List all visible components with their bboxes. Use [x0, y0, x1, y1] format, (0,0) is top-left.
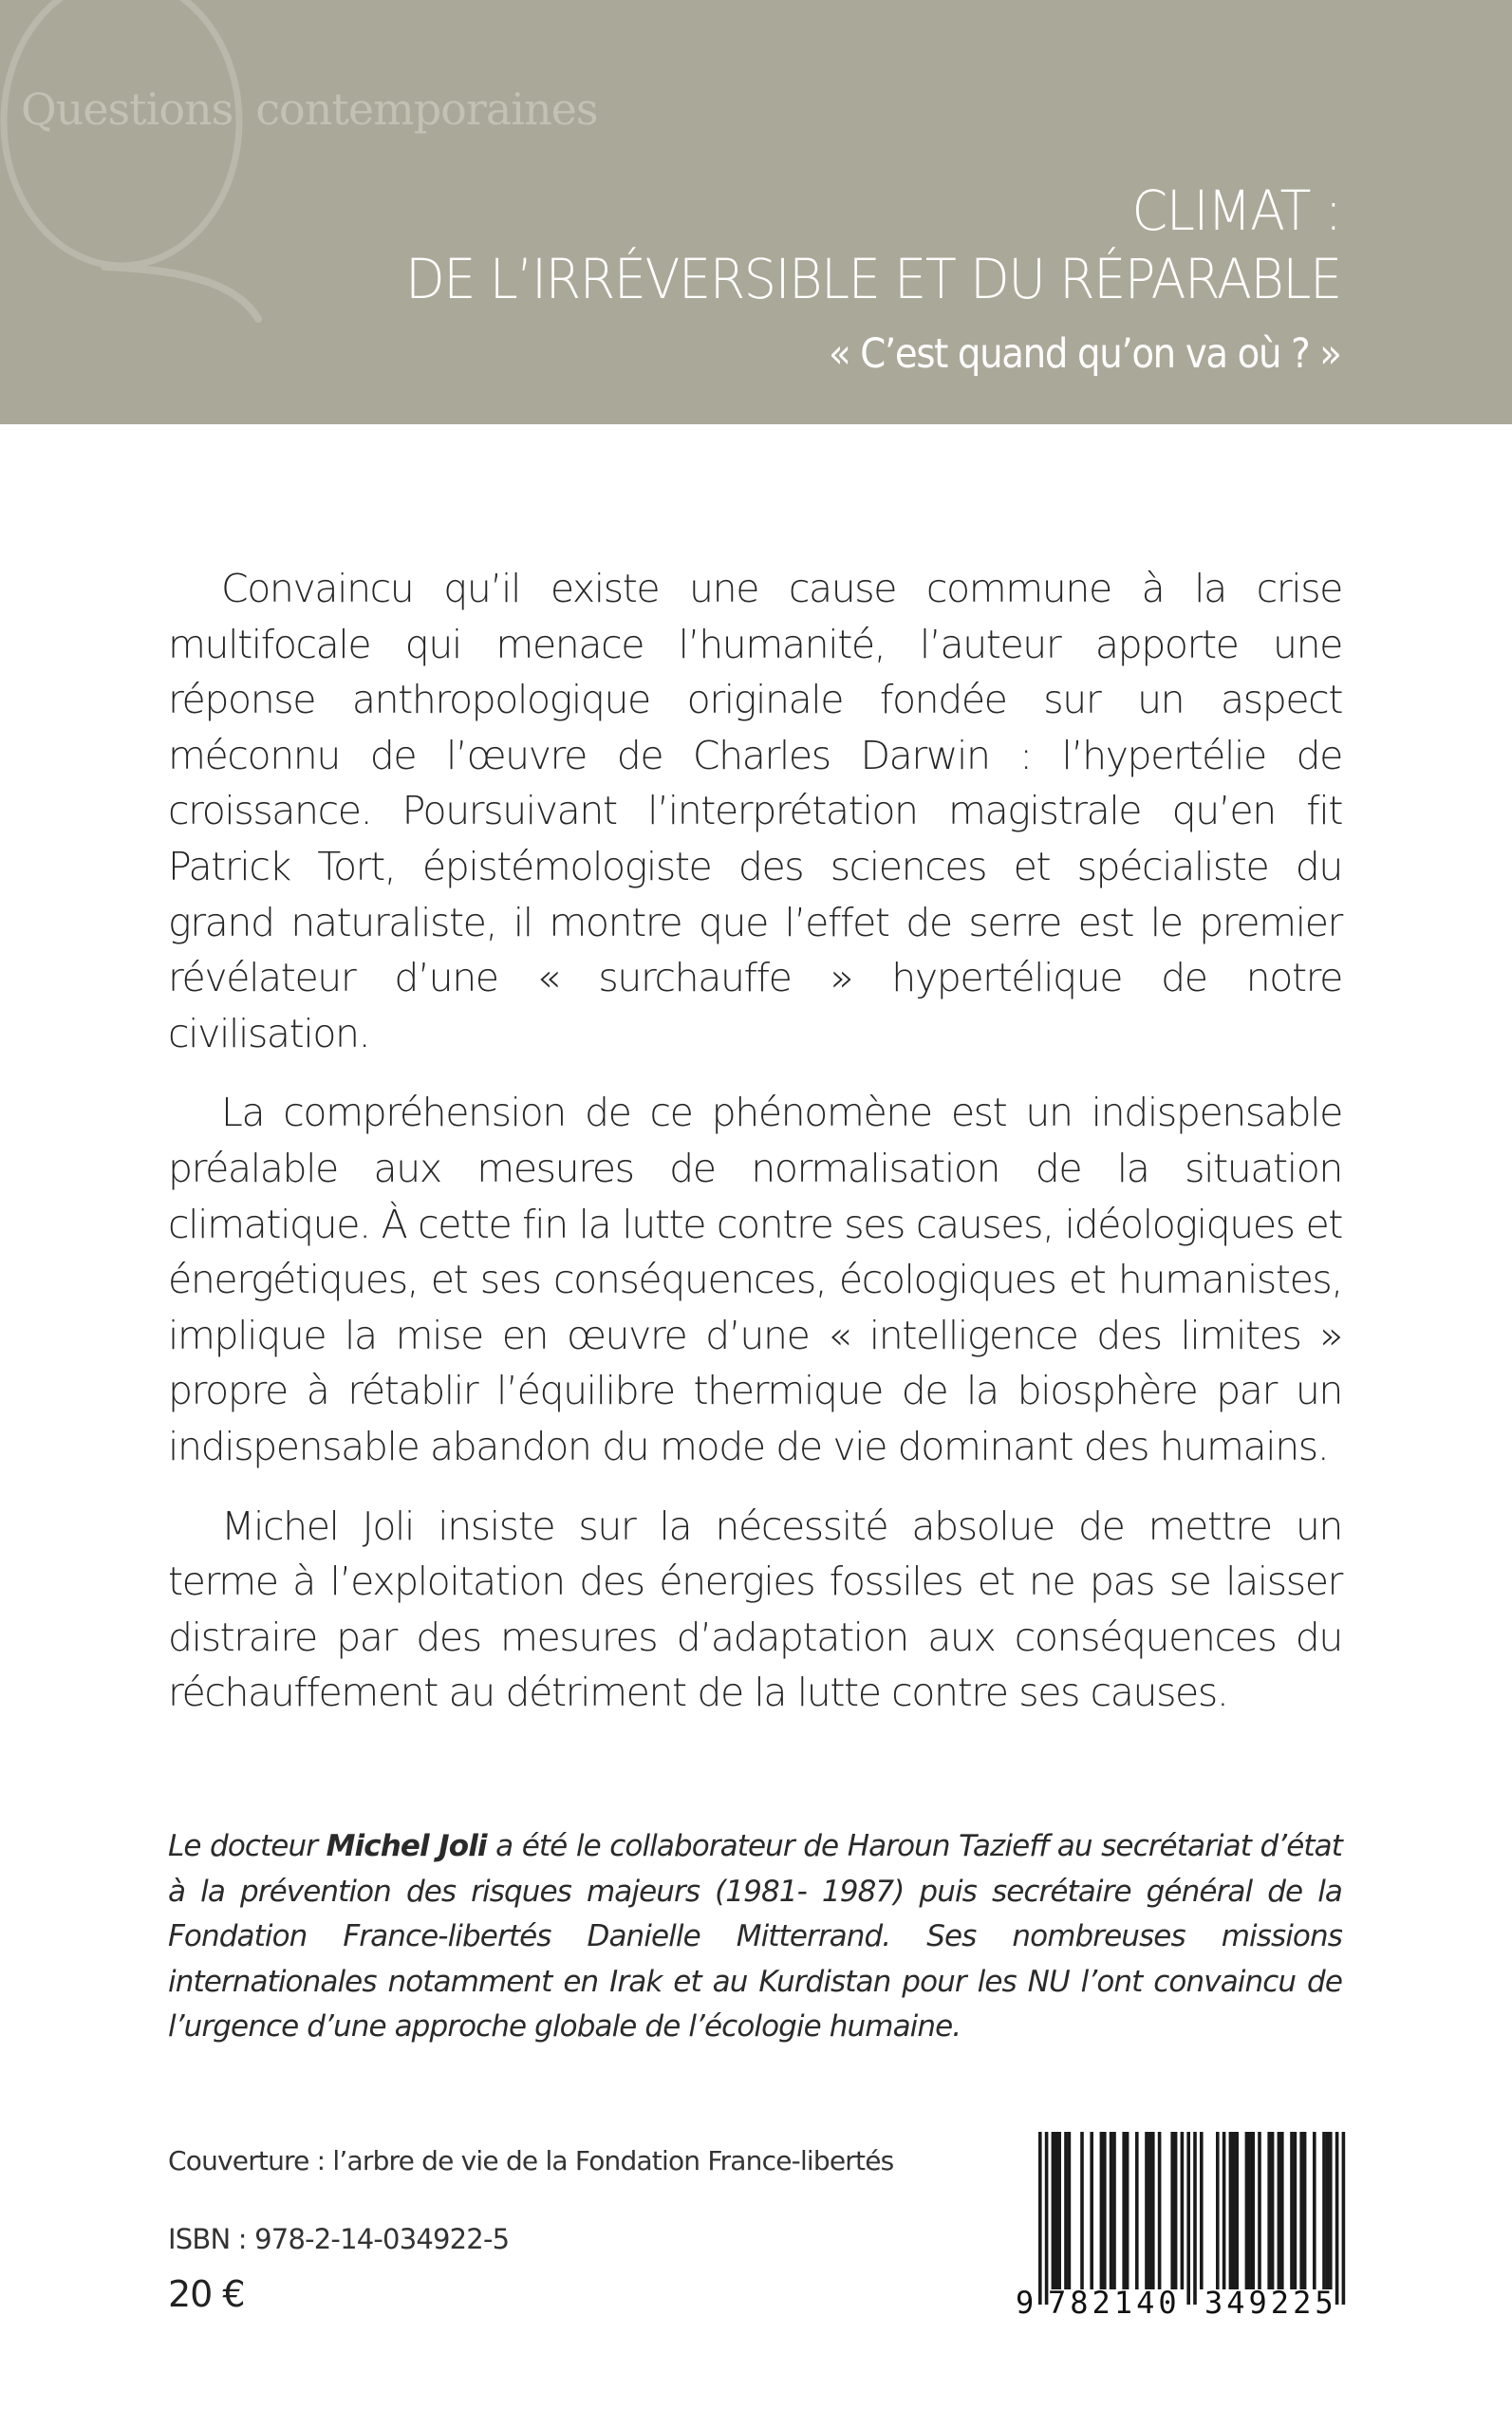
barcode-bar — [1057, 2132, 1061, 2289]
bio-prefix: Le docteur — [168, 1829, 327, 1863]
barcode-bar — [1100, 2132, 1104, 2289]
barcode-bar — [1103, 2132, 1107, 2289]
barcode-bar — [1181, 2132, 1185, 2289]
barcode-bar — [1248, 2132, 1252, 2289]
barcode-bar — [1200, 2132, 1204, 2289]
summary-paragraph: Convaincu qu’il existe une cause commune à la crise multifocale qui menace l’humanité, l’auteur apporte une réponse anthropologique originale fondée sur un aspect méconnu de l’œuvre de Charles Darwin : l’hypertélie de croissance. Poursuivant l’interprétation magistrale qu’en fit Patrick Tort, épistémologiste des sciences et spécialiste du grand naturaliste, il montre que l’effet de serre est le premier révélateur d’une « surchauffe » hypertélique de notre civilisation. — [168, 566, 1342, 1056]
author-name: Michel Joli — [326, 1829, 487, 1863]
author-bio — [168, 1824, 1342, 2050]
barcode-guard-bar — [1045, 2132, 1049, 2305]
barcode-bar — [1313, 2132, 1316, 2289]
book-title-line-1: CLIMAT : — [1132, 178, 1341, 243]
book-title-line-2: DE L’IRRÉVERSIBLE ET DU RÉPARABLE — [405, 247, 1341, 311]
barcode-bar — [1232, 2132, 1236, 2289]
barcode-guard-bar — [1193, 2132, 1197, 2305]
barcode-bar — [1267, 2132, 1271, 2289]
barcode-bar — [1151, 2132, 1155, 2289]
barcode-bar — [1216, 2132, 1220, 2289]
barcode-bar — [1080, 2132, 1084, 2289]
barcode-bar — [1158, 2132, 1162, 2289]
isbn-barcode — [1006, 2126, 1353, 2325]
series-name — [21, 84, 597, 135]
barcode-bar — [1055, 2132, 1058, 2289]
series-word-1: Questions — [21, 84, 233, 135]
barcode-bar — [1258, 2132, 1261, 2289]
barcode-bar — [1303, 2132, 1307, 2289]
barcode-bar — [1290, 2132, 1294, 2289]
barcode-bar — [1052, 2132, 1055, 2289]
barcode-bar — [1280, 2132, 1284, 2289]
series-word-2: contemporaines — [255, 84, 598, 135]
barcode-right-digits: 349225 — [1204, 2285, 1337, 2321]
book-subtitle: « C’est quand qu’on va où ? » — [829, 330, 1341, 378]
barcode-guard-bar — [1335, 2132, 1339, 2305]
price: 20 € — [168, 2273, 245, 2315]
summary-paragraph: La compréhension de ce phénomène est un indispensable préalable aux mesures de normalisation de la situation climatique. À cette fin la lutte contre ses causes, idéologiques et énergétiques, et ses conséquences, écologiques et humanistes, implique la mise en œuvre d’une « intelligence des limites » propre à rétablir l’équilibre thermique de la biosphère par un indispensable abandon du mode de vie dominant des humains. — [168, 1090, 1342, 1469]
isbn: ISBN : 978-2-14-034922-5 — [168, 2223, 510, 2255]
barcode-bar — [1229, 2132, 1233, 2289]
barcode-bar — [1223, 2132, 1226, 2289]
summary-paragraph: Michel Joli insiste sur la nécessité absolue de mettre un terme à l’exploitation des énergies fossiles et ne pas se laisser distraire par des mesures d’adaptation aux conséquences du réchauffement au détriment de la lutte contre ses causes. — [168, 1503, 1342, 1716]
barcode-guard-bar — [1342, 2132, 1346, 2305]
bio-body: a été le collaborateur de Haroun Tazieff au secrétariat d’état à la prévention des risques majeurs (1981- 1987) puis secrétaire général de la Fondation France-libertés Danielle Mitterrand. Ses nombreuses missions internationales notamment en Irak et au Kurdistan pour les NU l’ont convaincu de l’urgence d’une approche globale de l’écologie humaine. — [168, 1829, 1342, 2044]
barcode-bar — [1245, 2132, 1249, 2289]
barcode-guard-bar — [1038, 2132, 1042, 2305]
barcode-bar — [1110, 2132, 1113, 2289]
barcode-bar — [1064, 2132, 1068, 2289]
barcode-bar — [1235, 2132, 1239, 2289]
barcode-bar — [1148, 2132, 1152, 2289]
author-bio-text — [168, 1824, 1342, 2050]
series-q-logo-icon — [0, 0, 304, 342]
barcode-bar — [1278, 2132, 1281, 2289]
barcode-bar — [1126, 2132, 1129, 2289]
barcode-guard-bar — [1186, 2132, 1190, 2305]
cover-header — [0, 0, 1512, 424]
barcode-bar — [1271, 2132, 1275, 2289]
barcode-left-digits: 782140 — [1048, 2285, 1181, 2321]
barcode-bar — [1122, 2132, 1126, 2289]
cover-credit: Couverture : l’arbre de vie de la Fondation France-libertés — [168, 2145, 894, 2176]
barcode-bar — [1251, 2132, 1255, 2289]
barcode-bar — [1135, 2132, 1139, 2289]
barcode-bar — [1322, 2132, 1326, 2289]
back-cover-summary — [168, 561, 1342, 1745]
barcode-bar — [1170, 2132, 1174, 2289]
barcode-bar — [1329, 2132, 1333, 2289]
barcode-bar — [1068, 2132, 1072, 2289]
barcode-bar — [1174, 2132, 1178, 2289]
barcode-bar — [1326, 2132, 1330, 2289]
barcode-bar — [1112, 2132, 1116, 2289]
barcode-bar — [1294, 2132, 1297, 2289]
barcode-first-digit: 9 — [1016, 2285, 1035, 2321]
barcode-bar — [1145, 2132, 1148, 2289]
barcode-bar — [1090, 2132, 1093, 2289]
barcode-bar — [1299, 2132, 1303, 2289]
